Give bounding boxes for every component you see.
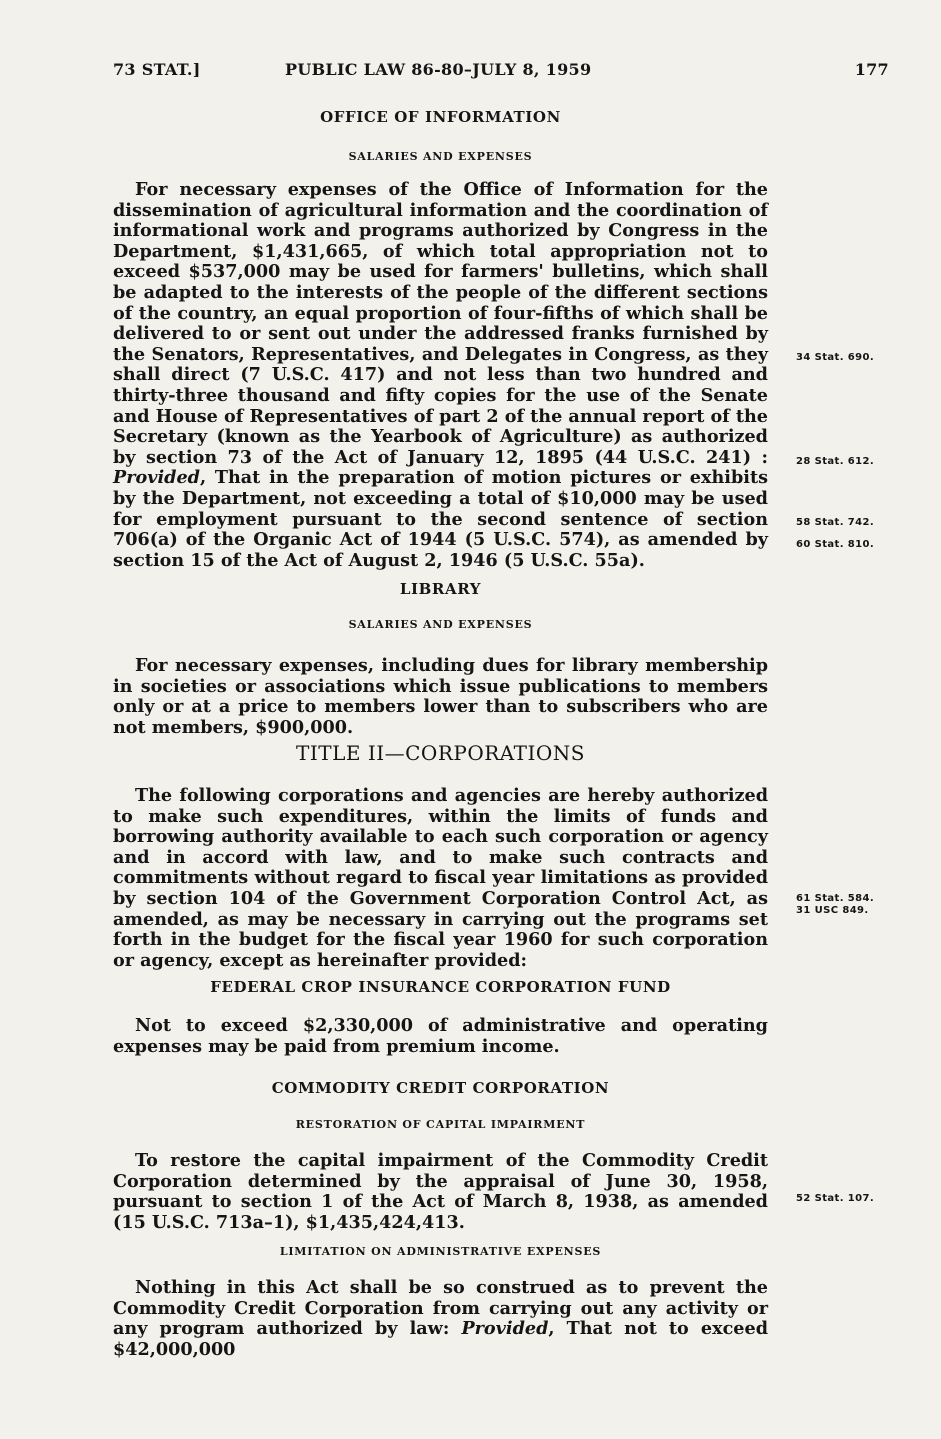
title-ii-heading: TITLE II—CORPORATIONS (296, 741, 585, 765)
header-law-title: PUBLIC LAW 86-80–JULY 8, 1959 (285, 60, 592, 79)
paragraph-ccc-limitation-part-a: Nothing in this Act shall be so construed as to prevent the Commodity Credit Corporation from carrying out any activity or any program authorized by law: (113, 1277, 768, 1340)
provided-italic: Provided (113, 467, 200, 489)
margin-note: 52 Stat. 107. (796, 1193, 875, 1204)
margin-note: 31 USC 849. (796, 905, 869, 916)
paragraph-office-of-information (113, 180, 768, 571)
margin-note: 28 Stat. 612. (796, 456, 875, 467)
paragraph-ccc-limitation-part-b: , That not to exceed $42,000,000 (113, 1318, 768, 1360)
section-title-fcic-fund: FEDERAL CROP INSURANCE CORPORATION FUND (210, 978, 671, 996)
page-number: 177 (854, 60, 889, 79)
margin-note: 58 Stat. 742. (796, 517, 875, 528)
subtitle-salaries-expenses-1: SALARIES AND EXPENSES (348, 150, 533, 163)
margin-note: 60 Stat. 810. (796, 539, 875, 550)
header-volume-ref: 73 STAT.] (113, 60, 201, 79)
paragraph-library: For necessary expenses, including dues for library membership in societies or associations which issue publications to members only or at a price to members lower than to subscribers who are not members, $900,000. (113, 655, 768, 738)
subtitle-restoration: RESTORATION OF CAPITAL IMPAIRMENT (295, 1118, 586, 1131)
section-title-office-of-information: OFFICE OF INFORMATION (320, 108, 561, 126)
paragraph-office-info-part-b: , That in the preparation of motion pictures or exhibits by the Department, not exceeding a total of $10,000 may be used for employment pursuant to the second sentence of section 706(a) of the Organic Act of 1944 (5 U.S.C. 574), as amended by section 15 of the Act of August 2, 1946 (5 U.S.C. 55a). (113, 467, 768, 571)
provided-italic-2: Provided (461, 1318, 549, 1340)
paragraph-fcic: Not to exceed $2,330,000 of administrative and operating expenses may be paid from premium income. (113, 1015, 768, 1057)
paragraph-ccc-restoration: To restore the capital impairment of the Commodity Credit Corporation determined by the appraisal of June 30, 1958, pursuant to section 1 of the Act of March 8, 1938, as amended (15 U.S.C. 713a–1), $1,435,424,413. (113, 1150, 768, 1233)
subtitle-limitation: LIMITATION ON ADMINISTRATIVE EXPENSES (279, 1245, 602, 1258)
section-title-library: LIBRARY (399, 580, 482, 598)
paragraph-ccc-limitation (113, 1278, 768, 1360)
margin-note: 34 Stat. 690. (796, 352, 875, 363)
subtitle-salaries-expenses-2: SALARIES AND EXPENSES (348, 618, 533, 631)
paragraph-title-ii: The following corporations and agencies are hereby authorized to make such expenditures, within the limits of funds and borrowing authority available to each such corporation or agency and in accord with law, and to make such contracts and commitments without regard to fiscal year limitations as provided by section 104 of the Government Corporation Control Act, as amended, as may be necessary in carrying out the programs set forth in the budget for the fiscal year 1960 for such corporation or agency, except as hereinafter provided: (113, 785, 768, 971)
section-title-ccc: COMMODITY CREDIT CORPORATION (271, 1079, 610, 1097)
paragraph-office-info-part-a: For necessary expenses of the Office of Information for the dissemination of agricultural information and the coordination of informational work and programs authorized by Congress in the Department, $1,431,665, of which total appropriation not to exceed $537,000 may be used for farmers' bulletins, which shall be adapted to the interests of the people of the different sections of the country, an equal proportion of four-fifths of which shall be delivered to or sent out under the addressed franks furnished by the Senators, Representatives, and Delegates in Congress, as they shall direct (7 U.S.C. 417) and not less than two hundred and thirty-three thousand and fifty copies for the use of the Senate and House of Representatives of part 2 of the annual report of the Secretary (known as the Yearbook of Agriculture) as authorized by section 73 of the Act of January 12, 1895 (44 U.S.C. 241) : (113, 179, 768, 468)
margin-note: 61 Stat. 584. (796, 893, 875, 904)
